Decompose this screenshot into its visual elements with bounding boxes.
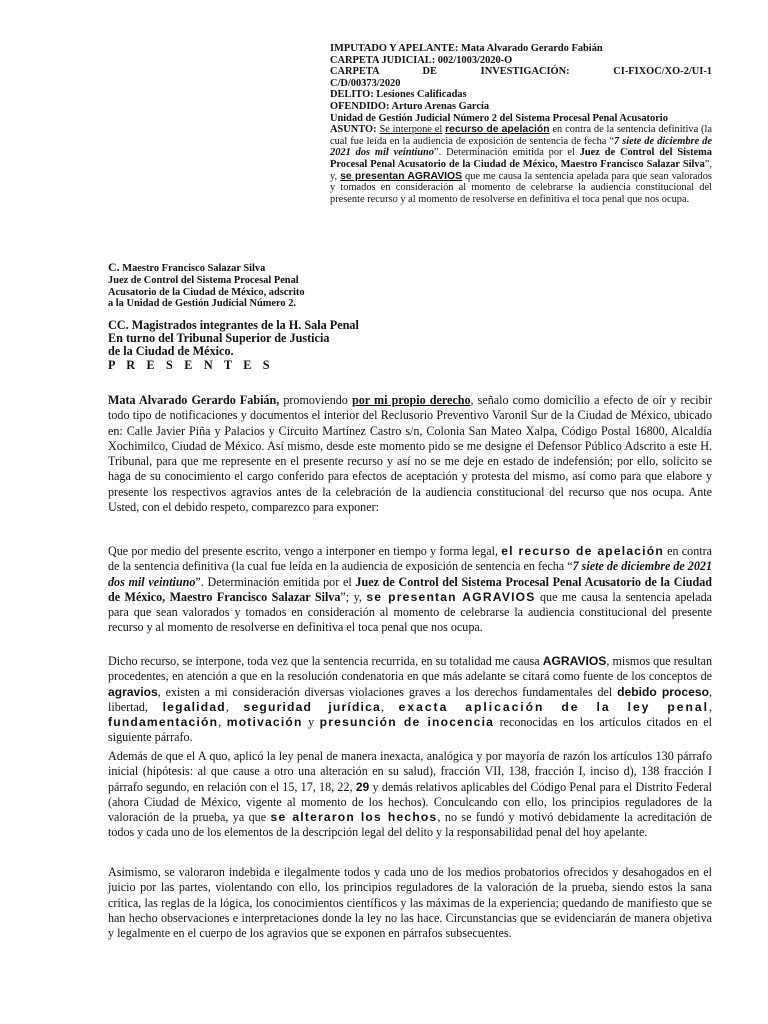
p4-text-c: , no se fundó y motivó debidamente la acreditación de todos y cada uno de los elementos de la descripción legal del delito y la responsabilidad penal del hoy apelante.: [108, 810, 713, 840]
p4-text-b: y demás relativos aplicables del Código Penal para el Distrito Federal (ahora Ciudad de México, vigente al momento de los hechos). Conculcando con ello, los principios reguladores de la valoración de la prueba, ya que: [108, 779, 713, 825]
p3-exacta: exacta aplicación de la ley penal: [398, 699, 709, 714]
p3-fundamentacion: fundamentación: [108, 715, 219, 730]
asunto-text-b: en contra de la sentencia definitiva (la cual fue leída en la audiencia de exposición de sentencia de fecha “: [330, 124, 713, 147]
addressee-line2: Juez de Control del Sistema Procesal Penal: [108, 274, 299, 286]
paragraph-1-text: [108, 393, 712, 515]
asunto-text-a: Se interpone el: [379, 124, 443, 136]
asunto-recurso: recurso de apelación: [445, 124, 550, 136]
p3-text-b: , mismos que resultan procedentes, en atención a que en la resolución condenatoria en que más adelante se citará como fuente de los conceptos de: [108, 654, 713, 684]
p3-legalidad: legalidad: [162, 699, 226, 714]
asunto-fecha: 7 siete de diciembre de 2021 dos mil veintiuno: [330, 135, 712, 159]
p3-text-e: reconocidas en los artículos citados en el siguiente párrafo.: [108, 715, 712, 745]
p4-num: 29: [355, 779, 370, 794]
p2-text-e: que me causa la sentencia apelada para que sean valorados y tomados en consideración al momento de celebrarse la audiencia constitucional del presente recurso y al momento de resolverse en definitiva el toca penal que nos ocupa.: [108, 589, 712, 635]
p3-agravios2: agravios: [108, 684, 158, 699]
delito-line: DELITO: Lesiones Calificadas: [330, 89, 467, 101]
paragraph-5: [108, 865, 712, 941]
p3-sep4: ,: [218, 715, 222, 730]
p3-text-a: Dicho recurso, se interpone, toda vez que la sentencia recurrida, en su totalidad me causa: [108, 654, 540, 668]
carpeta-judicial: CARPETA JUDICIAL: 002/1003/2020-O: [330, 54, 513, 66]
p3-debido: debido proceso: [617, 684, 709, 699]
cc-line2: En turno del Tribunal Superior de Justicia: [108, 331, 330, 346]
addressee-name-line: [108, 262, 408, 275]
cc-block: [108, 319, 428, 372]
paragraph-5-text: Asimismo, se valoraron indebida e ilegalmente todos y cada uno de los medios probatorios ofrecidos y desahogados en el juicio por las partes, violentando con ello, los principios reguladores de la valoración de la prueba, siendo estos la sana crítica, las reglas de la lógica, los conocimientos científicos y las máximas de la experiencia; quedando de manifiesto que se han hecho observaciones e interpretaciones donde la ley no las hace. Circunstancias que se evidenciarán de manera objetiva y legalmente en el cuerpo de los agravios que se exponen en párrafos subsecuentes.: [108, 865, 712, 941]
addressee-line4: a la Unidad de Gestión Judicial Número 2.: [108, 298, 297, 310]
cc-label: CC.: [108, 318, 129, 332]
p3-sep1: ,: [225, 699, 229, 714]
paragraph-2-text: [108, 544, 712, 636]
paragraph-4-text: [108, 749, 712, 841]
p3-text-c: , existen a mi consideración diversas violaciones graves a los derechos fundamentales del: [157, 684, 613, 699]
imputado-value: Mata Alvarado Gerardo Fabián: [460, 43, 603, 54]
p2-text-b: en contra de la sentencia definitiva (la cual fue leída en la audiencia de exposición de sentencia en fecha “: [108, 544, 713, 574]
paragraph-2: [108, 544, 712, 636]
imputado-label: IMPUTADO Y APELANTE:: [330, 43, 459, 54]
addressee-block: [108, 262, 408, 310]
presentes: P R E S E N T E S: [108, 357, 274, 372]
cc-line1-text: Magistrados integrantes de la H. Sala Penal: [131, 318, 359, 332]
case-header: [330, 43, 712, 205]
p2-fecha: 7 siete de diciembre de 2021 dos mil veintiuno: [108, 559, 712, 589]
asunto-juez: Juez de Control del Sistema Procesal Penal Acusatorio de la Ciudad de México, Maestro Francisco Salazar Silva: [330, 147, 712, 170]
addressee-name: Maestro Francisco Salazar Silva: [122, 263, 266, 274]
paragraph-3-text: [108, 654, 712, 746]
p1-text-a: promoviendo: [283, 393, 348, 407]
unidad-line: Unidad de Gestión Judicial Número 2 del Sistema Procesal Penal Acusatorio: [330, 112, 668, 124]
addressee-line3: Acusatorio de la Ciudad de México, adscrito: [108, 286, 305, 298]
asunto-agravios: se presentan AGRAVIOS: [340, 170, 463, 182]
p2-text-a: Que por medio del presente escrito, vengo a interponer en tiempo y forma legal,: [108, 544, 498, 558]
p3-sep3: ,: [708, 699, 712, 714]
asunto-paragraph: [330, 124, 712, 205]
p4-alteraron: se alteraron los hechos: [270, 810, 438, 825]
imputado-line: [330, 43, 712, 55]
promovente-name: Mata Alvarado Gerardo Fabián,: [108, 393, 280, 407]
p3-seguridad: seguridad jurídica: [243, 699, 381, 714]
paragraph-1: [108, 393, 712, 515]
cc-line3: de la Ciudad de México.: [108, 344, 234, 359]
p4-text-a: Además de que el A quo, aplicó la ley penal de manera inexacta, analógica y por mayoría de razón los artículos 130 párrafo inicial (hipótesis: al que cause a otro una alteración en su salud), fracción VII, 138, fracción I, inciso d), 138 fracción I párrafo segundo, en relación con el 15, 17, 18, 22,: [108, 749, 712, 794]
propio-derecho: por mi propio derecho: [351, 393, 471, 407]
asunto-text-c: ”. Determinación emitida por el: [434, 147, 575, 159]
carpeta-investigacion-line: [330, 66, 712, 78]
p3-agravios: AGRAVIOS: [542, 654, 607, 668]
p2-recurso: el recurso de apelación: [501, 544, 664, 558]
carpeta-inv-value: CI-FIXOC/XO-2/UI-1: [613, 66, 712, 78]
carpeta-investigacion-cont: C/D/00373/2020: [330, 77, 401, 89]
paragraph-3: [108, 654, 712, 746]
p2-text-d: ”; y,: [340, 589, 362, 604]
p1-text-b: , señalo como domicilio a efecto de oír y recibir todo tipo de notificaciones y documentos el interior del Reclusorio Preventivo Varonil Sur de la Ciudad de México, ubicado en: Calle Javier Piña y Palacios y Circuito Martínez Castro s/n, Colonia San Mateo Xalpa, Código Postal 16800, Alcaldía Xochimilco, Ciudad de México. Así mismo, desde este momento pido se me designe el Defensor Público Adscrito a este H. Tribunal, para que me represente en el presente recurso y así no se me deje en estado de indefensión; por ello, solicito se haga de su conocimiento el cargo conferido para efectos de aceptación y protesta del mismo, así como para que elabore y presente los respectivos agravios antes de la celebración de la audiencia constitucional del recurso que nos ocupa. Ante Usted, con el debido respeto, comparezco para exponer:: [108, 393, 713, 515]
p3-presuncion: presunción de inocencia: [319, 715, 495, 730]
p3-sep5: y: [308, 715, 315, 730]
asunto-label: ASUNTO:: [330, 124, 377, 136]
p3-motivacion: motivación: [226, 715, 303, 730]
ofendido-line: OFENDIDO: Arturo Arenas García: [330, 100, 490, 112]
paragraph-4: [108, 749, 712, 841]
asunto-text-d: ”, y,: [330, 158, 712, 182]
carpeta-inv-label: CARPETA DE INVESTIGACIÓN:: [330, 66, 570, 78]
p2-juez: Juez de Control del Sistema Procesal Penal Acusatorio de la Ciudad de México, Maestro Francisco Salazar Silva: [108, 574, 713, 604]
p2-agravios: se presentan AGRAVIOS: [366, 589, 536, 604]
asunto-text-e: que me causa la sentencia apelada para que sean valorados y tomados en consideración al momento de celebrarse la audiencia constitucional del presente recurso y al momento de resolverse en definitiva el toca penal que nos ocupa.: [330, 170, 712, 205]
p3-text-d: , libertad,: [108, 684, 712, 714]
p3-sep2: ,: [380, 699, 384, 714]
addressee-c: C.: [108, 260, 120, 274]
p2-text-c: ”. Determinación emitida por el: [195, 574, 352, 589]
